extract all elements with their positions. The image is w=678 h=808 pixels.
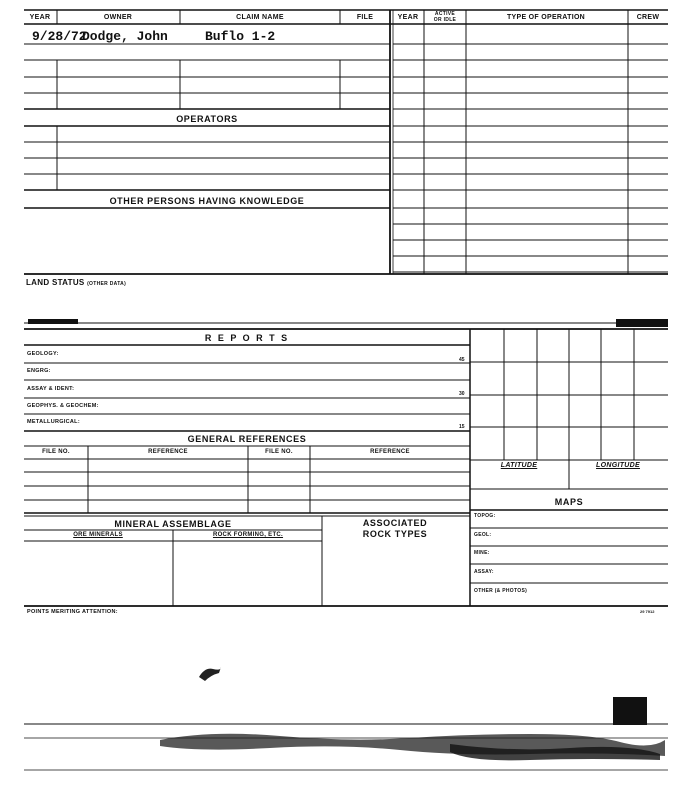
report-engrg: ENGRG: (27, 368, 51, 374)
ref-reference-2: REFERENCE (370, 449, 410, 455)
mineral-assemblage-heading: MINERAL ASSEMBLAGE (114, 519, 232, 529)
entry-date: 9/28/72 (32, 29, 87, 44)
reports-heading: R E P O R T S (204, 333, 290, 343)
entry-claim: Buflo 1-2 (205, 29, 276, 44)
scan-smudge (150, 722, 670, 762)
land-status-sub: (OTHER DATA) (87, 281, 127, 287)
operators-heading: OPERATORS (176, 114, 238, 124)
ref-file-no-2: FILE NO. (265, 449, 293, 455)
header-crew: CREW (636, 14, 660, 21)
report-assay: ASSAY & IDENT: (27, 386, 75, 392)
land-status-heading (26, 278, 126, 287)
scan-mark-left (28, 319, 78, 324)
report-geology: GEOLOGY: (27, 351, 59, 357)
associated-rock-types-line1: ASSOCIATED (362, 518, 428, 528)
maps-geol: GEOL: (474, 532, 492, 538)
other-persons-heading: OTHER PERSONS HAVING KNOWLEDGE (109, 196, 305, 206)
maps-other: OTHER (& PHOTOS) (474, 588, 528, 594)
report-geophys: GEOPHYS. & GEOCHEM: (27, 403, 99, 409)
header-owner: OWNER (103, 14, 133, 21)
ore-minerals-label: ORE MINERALS (73, 532, 123, 538)
header-active-line2: OR IDLE (433, 17, 457, 23)
maps-mine: MINE: (474, 550, 490, 556)
report-number-30: 30 (459, 391, 465, 397)
land-status-label: LAND STATUS (26, 278, 85, 287)
ref-reference-1: REFERENCE (148, 449, 188, 455)
report-number-45: 45 (459, 357, 465, 363)
maps-heading: MAPS (554, 497, 584, 507)
general-references-heading: GENERAL REFERENCES (187, 434, 307, 444)
header-file: FILE (356, 14, 374, 21)
form-number: 29 7912 (640, 609, 655, 614)
scan-speck (195, 663, 225, 685)
latitude-label: LATITUDE (500, 462, 538, 469)
header-claim-name: CLAIM NAME (236, 14, 284, 21)
rock-forming-label: ROCK FORMING, ETC. (212, 532, 284, 538)
report-metallurgical: METALLURGICAL: (27, 419, 80, 425)
longitude-label: LONGITUDE (596, 462, 640, 469)
maps-assay: ASSAY: (474, 569, 494, 575)
ref-file-no-1: FILE NO. (42, 449, 70, 455)
header-type-of-operation: TYPE OF OPERATION (506, 14, 586, 21)
scan-mark-box (613, 697, 647, 725)
points-meriting-attention: POINTS MERITING ATTENTION: (27, 609, 118, 615)
associated-rock-types-line2: ROCK TYPES (362, 529, 428, 539)
scan-mark-right (616, 319, 668, 327)
header-year: YEAR (29, 14, 51, 21)
header-active-line1: ACTIVE (434, 11, 456, 17)
maps-topog: TOPOG: (474, 513, 496, 519)
header-year-2: YEAR (397, 14, 419, 21)
report-number-15: 15 (459, 424, 465, 430)
entry-owner: Dodge, John (82, 29, 168, 44)
